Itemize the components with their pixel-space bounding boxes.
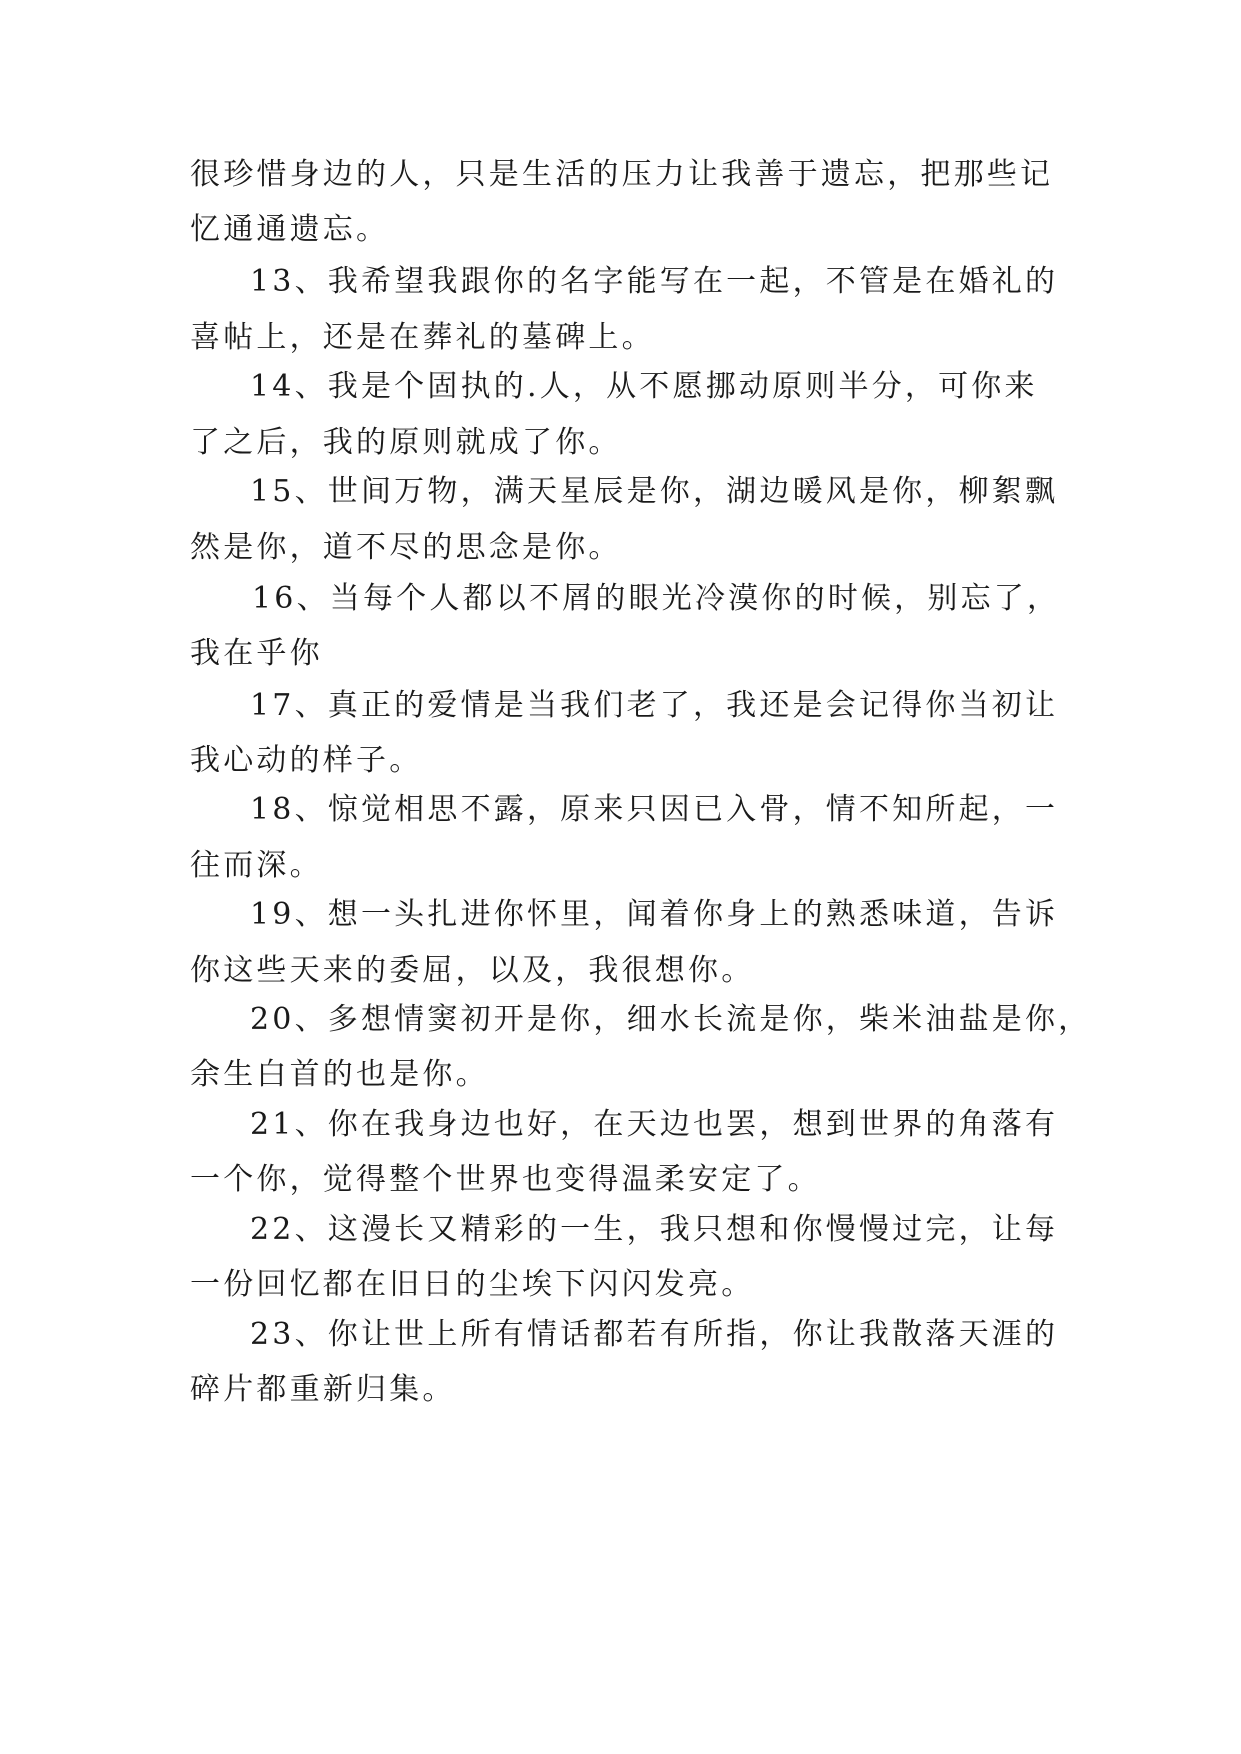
item-22-line-1: 22、这漫长又精彩的一生，我只想和你慢慢过完，让每 xyxy=(250,1212,1059,1247)
item-18-line-2: 往而深。 xyxy=(190,848,323,883)
item-13-line-1: 13、我希望我跟你的名字能写在一起，不管是在婚礼的 xyxy=(250,264,1059,299)
item-20-line-2: 余生白首的也是你。 xyxy=(190,1057,489,1092)
item-15-line-1: 15、世间万物，满天星辰是你，湖边暖风是你，柳絮飘 xyxy=(250,474,1059,509)
text-line: 忆通通遗忘。 xyxy=(190,212,390,247)
item-18-line-1: 18、惊觉相思不露，原来只因已入骨，情不知所起，一 xyxy=(250,792,1059,827)
item-15-line-2: 然是你，道不尽的思念是你。 xyxy=(190,530,622,565)
item-17-line-2: 我心动的样子。 xyxy=(190,743,423,778)
item-14-line-1: 14、我是个固执的.人，从不愿挪动原则半分，可你来 xyxy=(250,369,1038,404)
item-23-line-1: 23、你让世上所有情话都若有所指，你让我散落天涯的 xyxy=(250,1317,1059,1352)
item-17-line-1: 17、真正的爱情是当我们老了，我还是会记得你当初让 xyxy=(250,688,1059,723)
item-14-line-2: 了之后，我的原则就成了你。 xyxy=(190,425,622,460)
item-21-line-2: 一个你，觉得整个世界也变得温柔安定了。 xyxy=(190,1162,821,1197)
item-13-line-2: 喜帖上，还是在葬礼的墓碑上。 xyxy=(190,320,655,355)
item-21-line-1: 21、你在我身边也好，在天边也罢，想到世界的角落有 xyxy=(250,1107,1059,1142)
item-16-line-1: 16、当每个人都以不屑的眼光冷漠你的时候，别忘了， xyxy=(252,581,1061,616)
item-20-line-1: 20、多想情窦初开是你，细水长流是你，柴米油盐是你， xyxy=(250,1002,1092,1037)
item-16-line-2: 我在乎你 xyxy=(190,636,323,671)
item-19-line-2: 你这些天来的委屈，以及，我很想你。 xyxy=(190,953,755,988)
item-22-line-2: 一份回忆都在旧日的尘埃下闪闪发亮。 xyxy=(190,1267,755,1302)
item-19-line-1: 19、想一头扎进你怀里，闻着你身上的熟悉味道，告诉 xyxy=(250,897,1059,932)
item-23-line-2: 碎片都重新归集。 xyxy=(190,1372,456,1407)
text-line: 很珍惜身边的人，只是生活的压力让我善于遗忘，把那些记 xyxy=(190,157,1054,192)
